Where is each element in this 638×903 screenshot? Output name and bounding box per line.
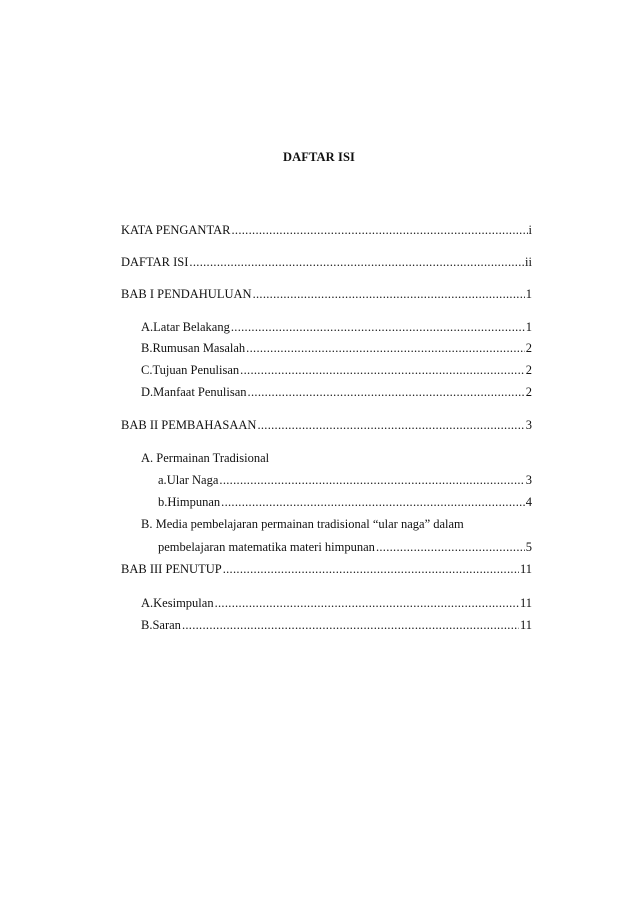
toc-entry-tujuan-penulisan xyxy=(141,362,532,378)
toc-entry-marker: b. xyxy=(158,495,168,509)
toc-entry-label: Ular Naga xyxy=(166,473,219,487)
toc-page-number: 1 xyxy=(525,320,532,334)
toc-leader-dots xyxy=(246,340,525,356)
toc-leader-dots xyxy=(219,472,524,488)
toc-entry-himpunan xyxy=(158,494,532,510)
toc-entry-marker: C. xyxy=(141,363,153,377)
toc-page-number: 11 xyxy=(519,618,532,632)
toc-page-number: 1 xyxy=(525,287,532,301)
toc-entry-label: DAFTAR ISI xyxy=(121,255,189,269)
toc-page-number: 4 xyxy=(525,495,532,509)
toc-entry-rumusan-masalah xyxy=(141,340,532,356)
toc-entry-ular-naga xyxy=(158,472,532,488)
toc-entry-marker: A. xyxy=(141,451,154,465)
toc-leader-dots xyxy=(240,362,525,378)
toc-page-number: 3 xyxy=(525,473,532,487)
toc-leader-dots xyxy=(248,384,525,400)
toc-entry-marker: A. xyxy=(141,320,154,334)
toc-entry-latar-belakang xyxy=(141,319,532,335)
toc-page-number: 2 xyxy=(525,385,532,399)
toc-page-number: 11 xyxy=(519,596,532,610)
toc-entry-label: KATA PENGANTAR xyxy=(121,223,231,237)
toc-entry-media-pembelajaran-continued xyxy=(158,539,532,555)
toc-entry-marker: a. xyxy=(158,473,167,487)
toc-entry-label: Tujuan Penulisan xyxy=(152,363,240,377)
toc-entry-kesimpulan xyxy=(141,595,532,611)
toc-entry-daftar-isi xyxy=(121,254,532,270)
toc-entry-label: Media pembelajaran permainan tradisional “ular naga” dalam xyxy=(155,517,464,531)
toc-leader-dots xyxy=(182,617,519,633)
toc-entry-label: Kesimpulan xyxy=(153,596,214,610)
toc-entry-label: Latar Belakang xyxy=(153,320,230,334)
toc-leader-dots xyxy=(376,539,525,555)
toc-entry-marker: D. xyxy=(141,385,154,399)
toc-page-number: 3 xyxy=(525,418,532,432)
toc-leader-dots xyxy=(231,319,525,335)
toc-entry-bab-1 xyxy=(121,286,532,302)
toc-page-number: 11 xyxy=(519,562,532,576)
toc-leader-dots xyxy=(221,494,525,510)
toc-page-number: i xyxy=(528,223,532,237)
toc-leader-dots xyxy=(257,417,524,433)
toc-entry-label: Saran xyxy=(152,618,181,632)
toc-page-number: 5 xyxy=(525,540,532,554)
toc-leader-dots xyxy=(189,254,524,270)
page-title: DAFTAR ISI xyxy=(283,150,355,164)
toc-entry-label: pembelajaran matematika materi himpunan xyxy=(158,540,375,554)
toc-entry-marker: B. xyxy=(141,618,153,632)
toc-entry-label: Permainan Tradisional xyxy=(156,451,270,465)
toc-entry-label: Himpunan xyxy=(167,495,221,509)
toc-entry-marker: B. xyxy=(141,341,153,355)
toc-entry-label: Manfaat Penulisan xyxy=(153,385,247,399)
toc-page-number: 2 xyxy=(525,341,532,355)
toc-entry-saran xyxy=(141,617,532,633)
toc-entry-kata-pengantar xyxy=(121,222,532,238)
toc-page-number: 2 xyxy=(525,363,532,377)
toc-entry-label: Rumusan Masalah xyxy=(152,341,246,355)
toc-entry-label: BAB III PENUTUP xyxy=(121,562,222,576)
toc-page-number: ii xyxy=(525,255,532,269)
toc-entry-label: BAB II PEMBAHASAAN xyxy=(121,418,257,432)
toc-leader-dots xyxy=(223,561,519,577)
toc-entry-media-pembelajaran xyxy=(141,516,464,532)
toc-leader-dots xyxy=(231,222,527,238)
toc-leader-dots xyxy=(215,595,519,611)
toc-entry-manfaat-penulisan xyxy=(141,384,532,400)
toc-entry-marker: A. xyxy=(141,596,154,610)
toc-entry-bab-2 xyxy=(121,417,532,433)
toc-entry-label: BAB I PENDAHULUAN xyxy=(121,287,252,301)
toc-entry-marker: B. xyxy=(141,517,153,531)
toc-entry-bab-3 xyxy=(121,561,532,577)
toc-entry-permainan-tradisional xyxy=(141,450,269,466)
toc-leader-dots xyxy=(253,286,525,302)
